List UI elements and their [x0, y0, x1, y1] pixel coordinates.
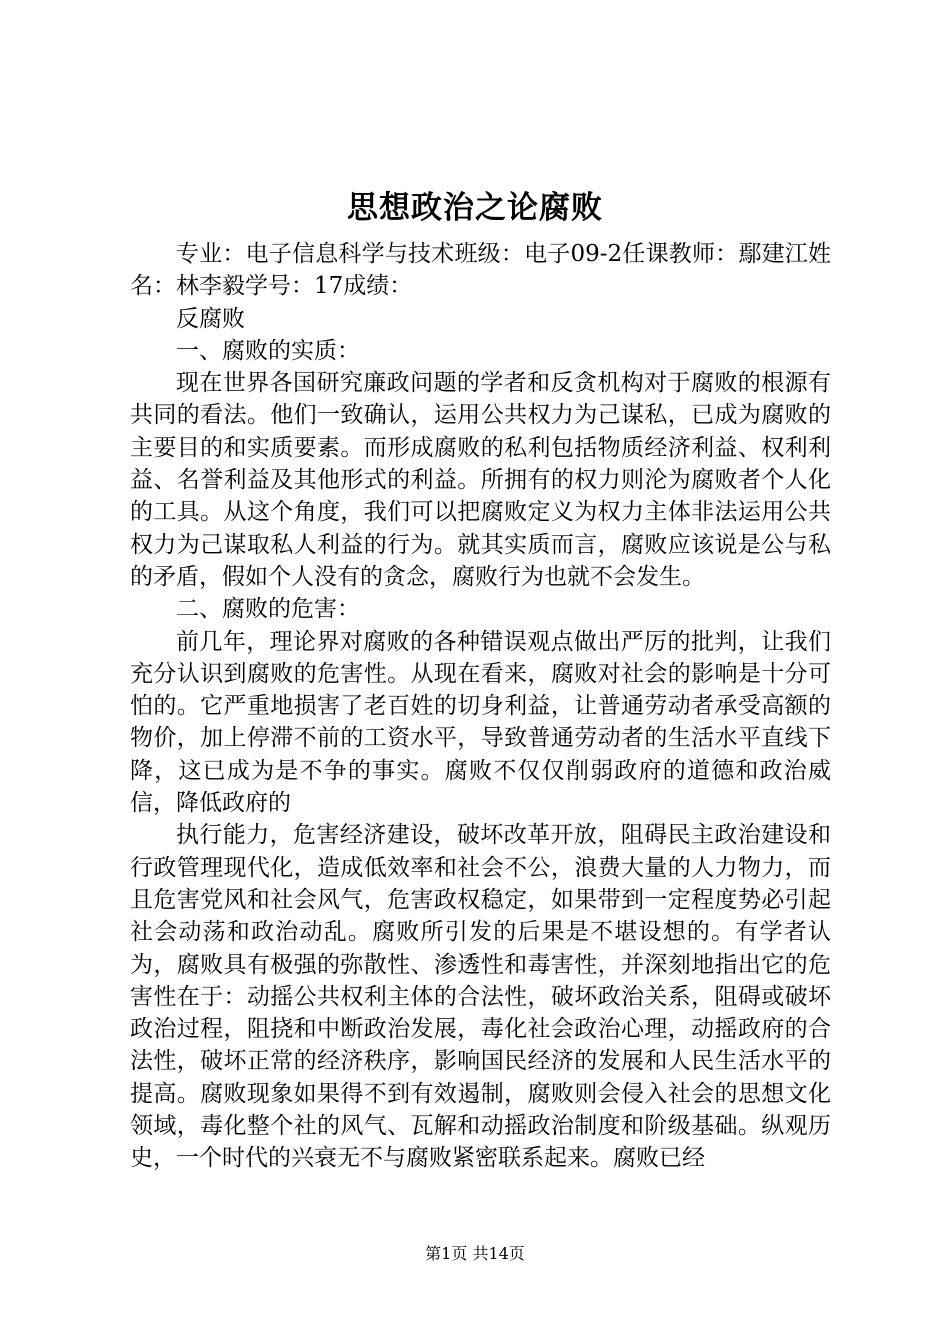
paragraph-harm-1: 前几年，理论界对腐败的各种错误观点做出严厉的批判，让我们充分认识到腐败的危害性。从现在看来，腐败对社会的影响是十分可怕的。它严重地损害了老百姓的切身利益，让普通劳动者承受高额的物价，加上停滞不前的工资水平，导致普通劳动者的生活水平直线下降，这已成为是不争的事实。腐败不仅仅削弱政府的道德和政治威信，降低政府的 [130, 628, 831, 817]
paragraph-harm-2: 执行能力，危害经济建设，破坏改革开放，阻碍民主政治建设和行政管理现代化，造成低效率和社会不公，浪费大量的人力物力，而且危害党风和社会风气，危害政权稳定，如果带到一定程度势必引起社会动荡和政治动乱。腐败所引发的后果是不堪设想的。有学者认为，腐败具有极强的弥散性、渗透性和毒害性，并深刻地指出它的危害性在于：动摇公共权利主体的合法性，破坏政治关系，阻碍或破坏政治过程，阻挠和中断政治发展，毒化社会政治心理，动摇政府的合法性，破坏正常的经济秩序，影响国民经济的发展和人民生活水平的提高。腐败现象如果得不到有效遏制，腐败则会侵入社会的思想文化领域，毒化整个社的风气、瓦解和动摇政治制度和阶级基础。纵观历史，一个时代的兴衰无不与腐败紧密联系起来。腐败已经 [130, 822, 831, 1172]
section-heading-essence: 一、腐败的实质： [176, 337, 360, 364]
paragraph-heading-anti-corruption: 反腐败 [176, 305, 245, 332]
paragraph-student-info: 专业：电子信息科学与技术班级：电子09-2任课教师：鄢建江姓名：林李毅学号：17成绩： [130, 241, 831, 300]
paragraph-essence: 现在世界各国研究廉政问题的学者和反贪机构对于腐败的根源有共同的看法。他们一致确认，运用公共权力为己谋私，已成为腐败的主要目的和实质要素。而形成腐败的私利包括物质经济利益、权利利益、名誉利益及其他形式的利益。所拥有的权力则沦为腐败者个人化的工具。从这个角度，我们可以把腐败定义为权力主体非法运用公共权力为己谋取私人利益的行为。就其实质而言，腐败应该说是公与私的矛盾，假如个人没有的贪念，腐败行为也就不会发生。 [130, 370, 831, 590]
section-heading-harm: 二、腐败的危害： [176, 596, 360, 623]
page-number-footer: 第1页 共14页 [425, 1244, 525, 1263]
document-body [130, 238, 831, 1175]
document-title: 思想政治之论腐败 [347, 190, 603, 226]
